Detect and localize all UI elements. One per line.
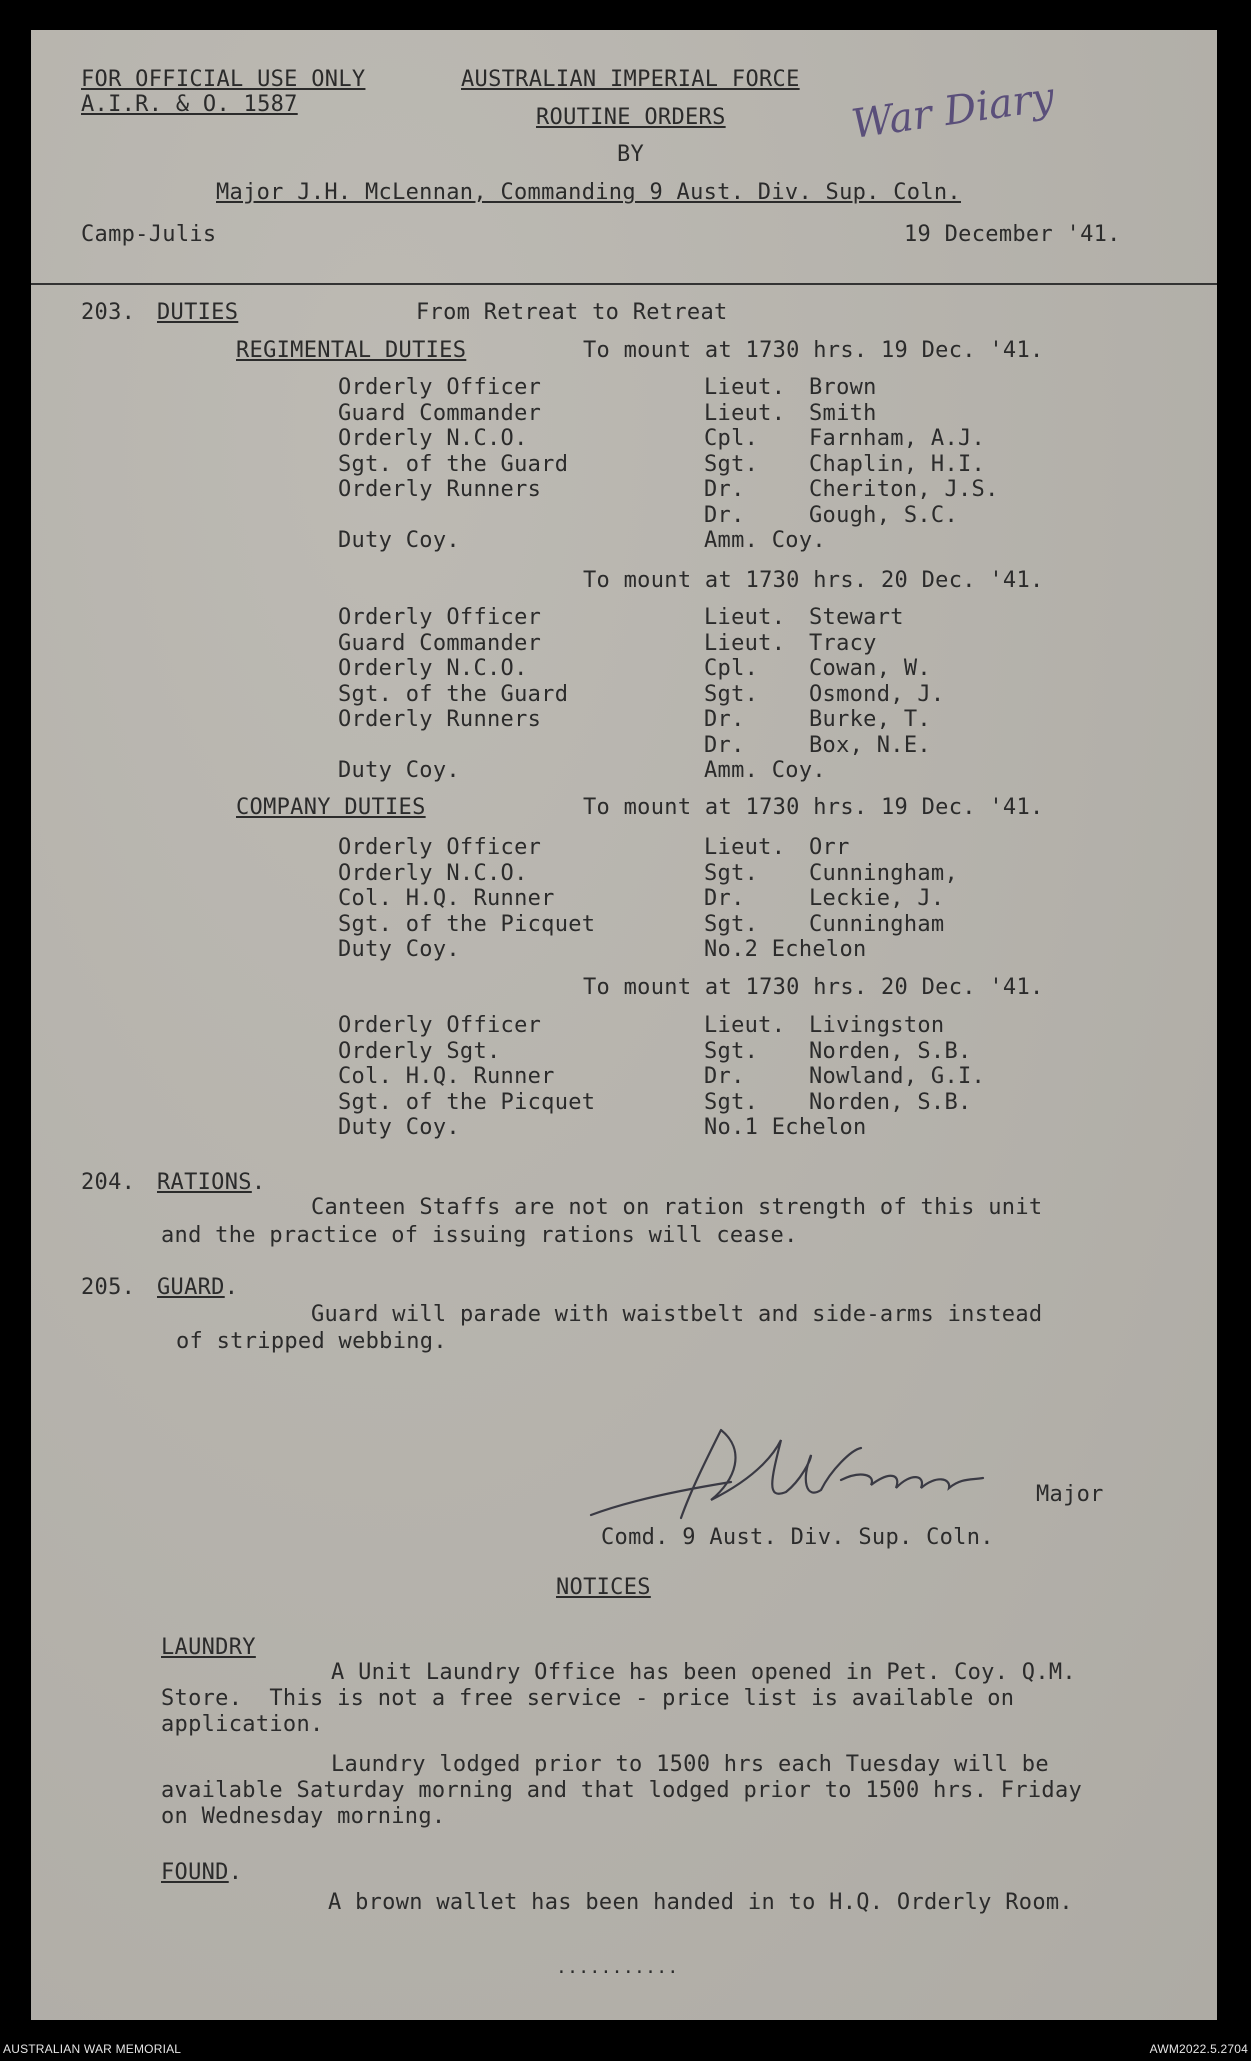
duty-rank: No.2 Echelon [704, 937, 867, 962]
duty-role: Col. H.Q. Runner [338, 1064, 555, 1089]
camp-name: Camp-Julis [81, 222, 217, 247]
duty-rank: Lieut. [704, 605, 786, 630]
force-title: AUSTRALIAN IMPERIAL FORCE [461, 67, 800, 92]
signature-unit: Comd. 9 Aust. Div. Sup. Coln. [601, 1525, 994, 1550]
duty-role: Duty Coy. [338, 937, 460, 962]
duty-rank: Dr. [704, 707, 745, 732]
orders-title: ROUTINE ORDERS [536, 105, 726, 130]
handwritten-annotation: War Diary [848, 74, 1057, 148]
duty-assignee: Cowan, W. [809, 656, 931, 681]
duty-rank: Sgt. [704, 451, 759, 477]
regimental-mount-19: To mount at 1730 hrs. 19 Dec. '41. [583, 338, 1044, 363]
duty-role: Orderly N.C.O. [338, 426, 528, 451]
duty-period: From Retreat to Retreat [416, 300, 728, 325]
guard-line-2: of stripped webbing. [176, 1329, 447, 1354]
duty-role: Sgt. of the Guard [338, 681, 569, 707]
regimental-mount-20: To mount at 1730 hrs. 20 Dec. '41. [583, 568, 1044, 593]
duty-rank: Amm. Coy. [704, 758, 826, 783]
duty-assignee: Box, N.E. [809, 732, 931, 758]
laundry-line-6: on Wednesday morning. [161, 1804, 446, 1829]
duty-role: Sgt. of the Guard [338, 451, 569, 477]
duty-assignee: Burke, T. [809, 707, 931, 732]
section-204-number: 204. [81, 1170, 136, 1195]
duty-role: Orderly Officer [338, 835, 542, 860]
duty-rank: Sgt. [704, 1089, 759, 1115]
duty-rank: Cpl. [704, 656, 759, 681]
company-mount-19: To mount at 1730 hrs. 19 Dec. '41. [583, 795, 1044, 820]
duty-role: Guard Commander [338, 400, 542, 426]
duty-rank: Dr. [704, 732, 745, 758]
found-heading: FOUND. [161, 1860, 243, 1885]
duty-role: Orderly Sgt. [338, 1038, 501, 1064]
duty-role: Duty Coy. [338, 1115, 460, 1140]
section-204-title: RATIONS. [157, 1170, 266, 1195]
section-205-number: 205. [81, 1275, 136, 1300]
duty-role: Orderly Runners [338, 477, 542, 502]
notices-heading: NOTICES [556, 1575, 651, 1600]
document-page [31, 30, 1217, 2020]
found-notice: A brown wallet has been handed in to H.Q. Orderly Room. [328, 1890, 1073, 1915]
duty-rank: Amm. Coy. [704, 528, 826, 553]
laundry-line-3: application. [161, 1712, 324, 1737]
company-duties-heading: COMPANY DUTIES [236, 795, 426, 820]
duty-assignee: Nowland, G.I. [809, 1064, 986, 1089]
duty-role: Sgt. of the Picquet [338, 911, 596, 937]
duty-role: Orderly N.C.O. [338, 860, 528, 886]
duty-assignee: Norden, S.B. [809, 1038, 972, 1064]
duty-role: Orderly Officer [338, 605, 542, 630]
duty-assignee: Stewart [809, 605, 904, 630]
laundry-line-4: Laundry lodged prior to 1500 hrs each Tuesday will be [331, 1752, 1049, 1777]
duty-rank: Cpl. [704, 426, 759, 451]
laundry-line-5: available Saturday morning and that lodged prior to 1500 hrs. Friday [161, 1778, 1083, 1803]
order-date: 19 December '41. [904, 222, 1121, 247]
regimental-duties-heading: REGIMENTAL DUTIES [236, 338, 467, 363]
duty-assignee: Farnham, A.J. [809, 426, 986, 451]
commander-signature [571, 1420, 1001, 1530]
duty-assignee: Chaplin, H.I. [809, 451, 986, 477]
commander-line: Major J.H. McLennan, Commanding 9 Aust. Div. Sup. Coln. [216, 180, 961, 205]
duty-assignee: Orr [809, 835, 850, 860]
duty-assignee: Cunningham [809, 911, 945, 937]
duty-rank: No.1 Echelon [704, 1115, 867, 1140]
duty-assignee: Cheriton, J.S. [809, 477, 999, 502]
duty-rank: Dr. [704, 477, 745, 502]
header-divider [31, 283, 1217, 285]
duty-assignee: Leckie, J. [809, 886, 945, 911]
duty-assignee: Norden, S.B. [809, 1089, 972, 1115]
by-label: BY [617, 142, 645, 167]
duty-assignee: Brown [809, 375, 877, 400]
duty-role: Duty Coy. [338, 758, 460, 783]
duty-role: Sgt. of the Picquet [338, 1089, 596, 1115]
company-mount-20: To mount at 1730 hrs. 20 Dec. '41. [583, 975, 1044, 1000]
duty-role: Col. H.Q. Runner [338, 886, 555, 911]
rations-line-1: Canteen Staffs are not on ration strength of this unit [311, 1195, 1043, 1220]
duty-role: Orderly Runners [338, 707, 542, 732]
duty-assignee: Smith [809, 400, 877, 426]
official-use-label: FOR OFFICIAL USE ONLY [81, 67, 366, 92]
duty-assignee: Cunningham, [809, 860, 958, 886]
footer-accession-number: AWM2022.5.2704 [1149, 2042, 1248, 2056]
section-203-number: 203. [81, 300, 136, 325]
rations-line-2: and the practice of issuing rations will cease. [161, 1223, 798, 1248]
duty-rank: Sgt. [704, 681, 759, 707]
duty-rank: Lieut. [704, 630, 786, 656]
duty-assignee: Tracy [809, 630, 877, 656]
duty-assignee: Osmond, J. [809, 681, 945, 707]
footer-archive-name: AUSTRALIAN WAR MEMORIAL [3, 2042, 182, 2056]
duty-rank: Lieut. [704, 375, 786, 400]
section-203-title: DUTIES [157, 300, 239, 325]
laundry-heading: LAUNDRY [161, 1635, 256, 1660]
laundry-line-1: A Unit Laundry Office has been opened in Pet. Coy. Q.M. [331, 1660, 1076, 1685]
duty-role: Duty Coy. [338, 528, 460, 553]
duty-role: Orderly Officer [338, 1013, 542, 1038]
closing-dots: ........... [556, 1957, 679, 1978]
duty-rank: Lieut. [704, 1013, 786, 1038]
duty-rank: Dr. [704, 502, 745, 528]
guard-line-1: Guard will parade with waistbelt and side-arms instead [311, 1302, 1043, 1327]
duty-role: Orderly N.C.O. [338, 656, 528, 681]
laundry-line-2: Store. This is not a free service - price list is available on [161, 1686, 1015, 1711]
duty-rank: Lieut. [704, 835, 786, 860]
order-reference: A.I.R. & O. 1587 [81, 92, 298, 117]
duty-rank: Sgt. [704, 911, 759, 937]
duty-rank: Dr. [704, 886, 745, 911]
duty-rank: Lieut. [704, 400, 786, 426]
duty-rank: Sgt. [704, 860, 759, 886]
duty-rank: Dr. [704, 1064, 745, 1089]
duty-assignee: Gough, S.C. [809, 502, 958, 528]
duty-role: Orderly Officer [338, 375, 542, 400]
section-205-title: GUARD. [157, 1275, 239, 1300]
duty-rank: Sgt. [704, 1038, 759, 1064]
duty-assignee: Livingston [809, 1013, 945, 1038]
signature-rank: Major [1036, 1482, 1104, 1507]
duty-role: Guard Commander [338, 630, 542, 656]
